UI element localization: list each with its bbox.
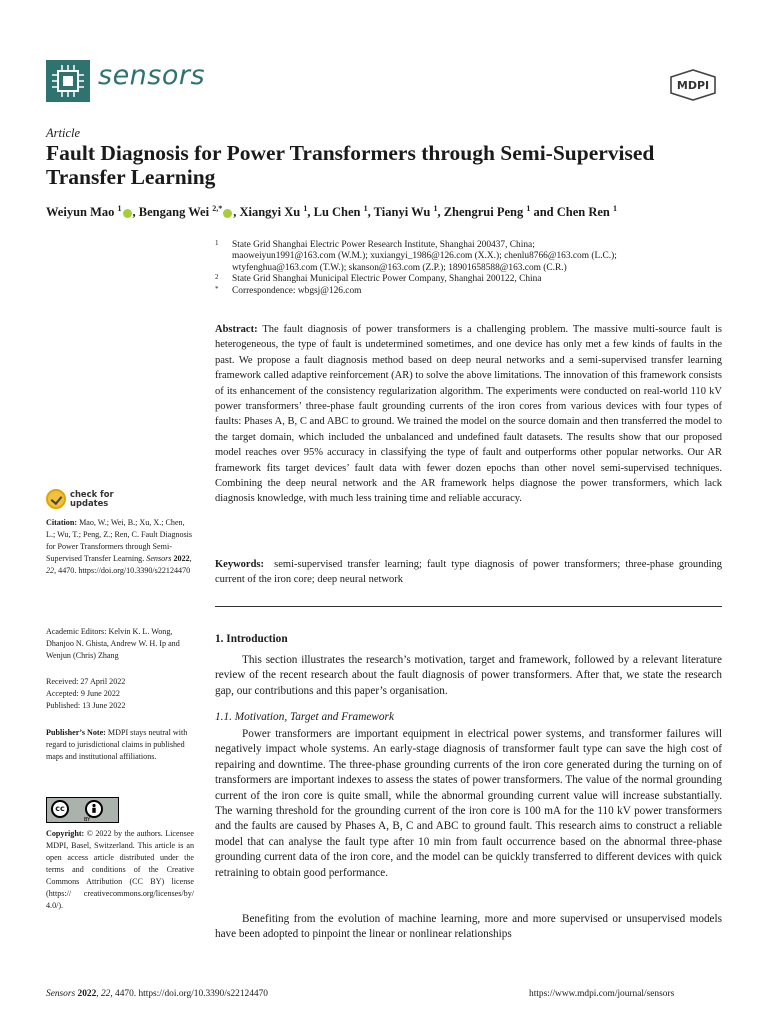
accepted-date: Accepted: 9 June 2022 <box>46 689 120 698</box>
affiliations <box>215 240 715 297</box>
cc-icon: cc <box>51 800 69 818</box>
author-affil: 1 <box>526 204 531 213</box>
citation-journal: Sensors <box>146 554 172 563</box>
author-name: Chen Ren <box>556 205 610 220</box>
copyright-text: © 2022 by the authors. Licensee MDPI, Basel, Switzerland. This article is an open access article distributed under the terms and conditions of the Creative Commons Attribution (CC BY) license (https:// creativecommons.org/licenses/by/ 4.0/). <box>46 829 195 910</box>
author-affil: 1 <box>433 204 438 213</box>
journal-url-link[interactable]: https://www.mdpi.com/journal/sensors <box>529 989 675 999</box>
updates-label: updates <box>70 498 109 508</box>
footer-year: 2022 <box>77 989 97 999</box>
paragraph: This section illustrates the research’s motivation, target and framework, followed by a relevant literature review of the recent research about the fault diagnosis of power transformers. After that, we state the research gap, our contributions and this paper’s organisation. <box>215 654 722 697</box>
section-heading: 1. Introduction <box>215 633 288 645</box>
paragraph: Power transformers are important equipment in electrical power systems, and transformer failures will negatively impact whole systems. An early-stage diagnosis of transformer fault type can save the high cost of repairing and downtime. The three-phase grounding currents of the iron core generated during the turning on of transformers are important indexes to assess the states of power transformers. The value of the normal grounding current of the iron core is quite small, while the abnormal grounding current value will increase substantially. The warning threshold for the grounding current of the iron core is 100 mA for the 110 kV power transformers and the faults are caused by Phases A, B, C and ABC to ground fault. This research aims to construct a reliable model that can analyse the fault type after 10 min from fault occurrence based on the abnormal three-phase grounding current data of the iron core, and the model can be quickly transferred to different devices with quick retraining to obtain good performance. <box>215 728 722 879</box>
article-title: Fault Diagnosis for Power Transformers through Semi-Supervised Transfer Learning <box>46 141 655 189</box>
by-label: BY <box>84 817 91 823</box>
author-list: Weiyun Mao $^1$ , Bengang Wei $^{2,*}$ , Xiangyi Xu $^1$, Lu Chen $^1$, Tianyi Wu $^1$, Zhengrui Peng $^1$ and Chen Ren $^1$ <box>46 204 618 220</box>
cc-by-license-badge[interactable] <box>46 797 119 823</box>
person-icon <box>85 800 103 818</box>
keywords-text: semi-supervised transfer learning; fault type diagnosis of power transformers; three-phase grounding current of the iron core; deep neural network <box>215 559 723 586</box>
keywords-label: Keywords: <box>215 559 264 570</box>
divider <box>215 606 722 607</box>
note-label: Publisher’s Note: <box>46 728 106 737</box>
journal-name: sensors <box>98 60 206 91</box>
author-affil: 2,* <box>212 204 223 213</box>
copyright-label: Copyright: <box>46 829 85 838</box>
copyright <box>46 828 194 912</box>
author-name: Weiyun Mao <box>46 205 115 220</box>
footer-citation: Sensors 2022, 22, 4470. https://doi.org/10.3390/s22124470 <box>46 989 268 999</box>
author-affil: 1 <box>613 204 618 213</box>
citation-text: Mao, W.; Wei, B.; Xu, X.; Chen, L.; Wu, T.; Peng, Z.; Ren, C. Fault Diagnosis for Power Transformers through Semi-Supervised Transfer Learning. <box>46 518 193 563</box>
citation-year: 2022 <box>173 554 190 563</box>
check-updates-icon <box>46 489 66 509</box>
academic-editors: Academic Editors: Kelvin K. L. Wong, Dhanjoo N. Ghista, Andrew W. H. Ip and Wenjun (Chris) Zhang <box>46 627 180 660</box>
publisher-note <box>46 727 194 763</box>
dates <box>46 676 194 712</box>
abstract-label: Abstract: <box>215 324 258 335</box>
author-name: Lu Chen <box>313 205 361 220</box>
check-label: check for <box>70 489 114 499</box>
affil-number: 1 <box>215 239 219 247</box>
author-name: Xiangyi Xu <box>239 205 301 220</box>
author-name: Bengang Wei <box>138 205 210 220</box>
publisher-name: MDPI <box>676 79 710 92</box>
note-text: MDPI stays neutral with regard to jurisdictional claims in published maps and institutional affiliations. <box>46 728 188 761</box>
affil-text: State Grid Shanghai Municipal Electric Power Company, Shanghai 200122, China <box>232 274 542 285</box>
affil-emails: wtyfenghua@163.com (T.W.); skanson@163.com (Z.P.); 18901658588@163.com (C.R.) <box>232 262 567 273</box>
citation-volume: 22 <box>46 566 55 575</box>
article-type: Article <box>46 126 81 140</box>
footer-journal: Sensors <box>46 989 76 999</box>
orcid-icon[interactable] <box>223 209 232 218</box>
author-name: Zhengrui Peng <box>443 205 524 220</box>
affil-number: * <box>215 284 219 293</box>
affil-number: 2 <box>215 273 219 282</box>
author-affil: 1 <box>363 204 368 213</box>
journal-logo-icon <box>46 60 90 102</box>
paragraph: Benefiting from the evolution of machine learning, more and more supervised or unsupervised models have been adopted to pinpoint the linear or nonlinear relationships <box>215 913 722 941</box>
citation: Citation: Mao, W.; Wei, B.; Xu, X.; Chen, L.; Wu, T.; Peng, Z.; Ren, C. Fault Diagnosis for Power Transformers through Semi-Supervised Transfer Learning. Sensors 2022, 22, 4470. https://doi.org/10.3390/s22124470 <box>46 518 193 575</box>
author-name: Tianyi Wu <box>373 205 431 220</box>
citation-doi[interactable]: , 4470. https://doi.org/10.3390/s22124470 <box>54 566 191 575</box>
citation-label: Citation: <box>46 518 78 527</box>
author-affil: 1 <box>117 204 122 213</box>
abstract <box>215 322 722 507</box>
footer-doi[interactable]: , 4470. https://doi.org/10.3390/s22124470 <box>110 989 268 999</box>
correspondence: Correspondence: wbgsj@126.com <box>232 285 362 296</box>
affil-text: State Grid Shanghai Electric Power Research Institute, Shanghai 200437, China; <box>232 240 535 250</box>
abstract-text: The fault diagnosis of power transformers is a challenging problem. The massive multi-source fault is heterogeneous, the type of fault is undetermined sometimes, and one device has only met a few kinds of faults in the past. We propose a fault diagnosis method based on deep neural networks and a semi-supervised transfer learning framework called adaptive reinforcement (AR) to solve the above limitations. The innovation of this framework consists of its enhancement of the consistency regularization algorithm. The experiments were conducted on real-world 110 kV power transformers’ three-phase fault grounding currents of the iron cores from various devices with four types of faults: Phases A, B, C and ABC to ground. We trained the model on the source domain and then transferred the model to the target domain, which included the unbalanced and undefined fault datasets. The results show that our proposed model reaches over 95% accuracy in classifying the type of fault and outperforms other popular networks. Our AR framework fits target devices’ fault data with fewer dozen epochs than other novel semi-supervised techniques. Combining the deep neural network and the AR framework helps diagnose the power transformers, which lack diagnosis knowledge, with much less training time and reliable accuracy. <box>215 324 722 505</box>
author-affil: 1 <box>303 204 308 213</box>
published-date: Published: 13 June 2022 <box>46 701 126 710</box>
subsection-heading: 1.1. Motivation, Target and Framework <box>215 711 394 723</box>
check-for-updates-button[interactable] <box>46 487 116 511</box>
footer-volume: 22 <box>100 989 111 999</box>
affil-emails: maoweiyun1991@163.com (W.M.); xuxiangyi_1986@126.com (X.X.); chenlu8766@163.com (L.C.); <box>232 251 617 262</box>
orcid-icon[interactable] <box>123 209 132 218</box>
publisher-logo <box>667 69 719 101</box>
keywords <box>215 557 722 588</box>
received-date: Received: 27 April 2022 <box>46 677 126 686</box>
